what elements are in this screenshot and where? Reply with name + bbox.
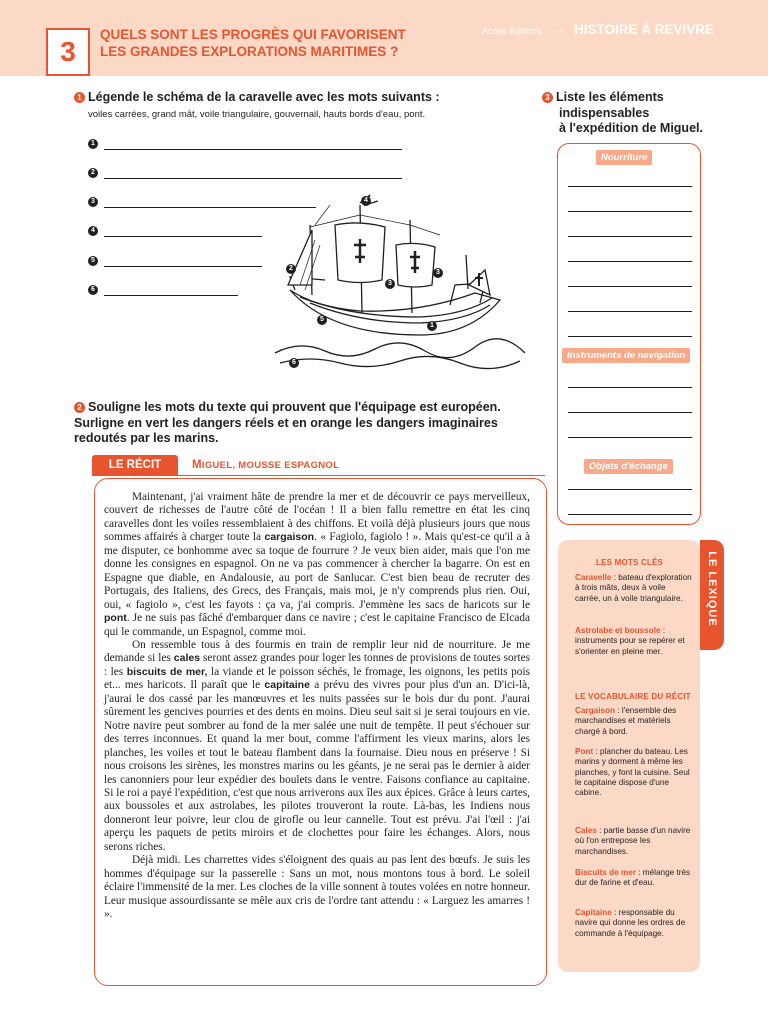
lexique-term: Pont — [575, 747, 594, 756]
lexique-entry — [575, 706, 693, 737]
lexique-term: Cargaison — [575, 706, 616, 715]
lexique-definition: : bateau d'exploration à trois mâts, deux à voile carrée, un à voile triangulaire. — [575, 573, 692, 603]
title-line-2: LES GRANDES EXPLORATIONS MARITIMES ? — [100, 44, 399, 59]
lexique-definition: : l'ensemble des marchandises et matériels chargé à bord. — [575, 706, 677, 736]
label-answer-line[interactable] — [104, 295, 238, 296]
lexique-definition: : partie basse d'un navire où l'on entrepose les marchandises. — [575, 826, 691, 856]
recit-tab: LE RÉCIT — [92, 455, 178, 475]
label-answer-line[interactable] — [104, 149, 402, 150]
category-food: Nourriture — [596, 150, 652, 165]
recit-title-rest: IGUEL, MOUSSE ESPAGNOL — [201, 460, 340, 471]
lexique-term: Capitaine — [575, 908, 612, 917]
lexique-entry — [575, 573, 693, 604]
label-answer-line[interactable] — [104, 236, 262, 237]
expedition-list-panel — [557, 143, 701, 525]
word-bank: voiles carrées, grand mât, voile triangulaire, gouvernail, hauts bords d'eau, pont. — [88, 109, 426, 120]
caravel-illustration — [270, 185, 530, 370]
recit-title-initial: M — [192, 459, 202, 471]
figure-number: 3 — [433, 268, 443, 278]
question-3-line-2: indispensables — [559, 105, 650, 120]
figure-number: 4 — [361, 196, 371, 206]
recit-paragraph: On ressemble tous à des fourmis en train de remplir leur nid de nourriture. Je me demande si les cales seront assez grandes pour loger les tonnes de provisions de toutes sortes : les biscuits de mer, la viande et le poisson séchés, le fromage, les oignons, les petits pois et... mes haricots. Il paraît que le capitaine a prévu des vivres pour plus d'un an. D'ici-là, j'aurai le dos cassé par les manœuvres et les nuits passées sur le bois dur du pont. J'aurai sûrement les gencives pourries et des dents en moins. Dieu seul sait si je serai toujours en vie. Notre navire peut sombrer au fond de la mer salée une nuit de tempête. Il peut s'échouer sur des terres inconnues. Et quand la mer bout, comme l'affirment les vieux marins, alors les planches, les voiles et tout le bateau flambent dans la fournaise. Dieu nous en préserve ! Si nous croisons les sirènes, les monstres marins ou les géants, je ne serai pas le dernier à aider les canonniers pour leur expédier des boulets dans le ventre. Faisons confiance au capitaine. Si le roi a payé l'expédition, c'est que nous arriverons aux îles aux épices. Grâce à leurs cartes, aux boussoles et aux astrolabes, les pilotes trouveront la route. Là-bas, les Indiens nous donneront leur poivre, leur clou de girofle ou leur cannelle. Tout est prévu. J'ai l'œil : j'ai aperçu les paquets de petits miroirs et de clochettes pour faire les échanges. Alors, nous serons riches. — [104, 638, 530, 853]
blank-number: 2 — [88, 168, 98, 178]
lexique-term: Caravelle — [575, 573, 612, 582]
label-answer-line[interactable] — [104, 266, 262, 267]
lexique-entry — [575, 908, 693, 939]
blank-number: 4 — [88, 226, 98, 236]
lexique-term: Astrolabe et boussole — [575, 626, 661, 635]
answer-line[interactable] — [568, 311, 692, 312]
lexique-entry — [575, 747, 693, 798]
series-title: HISTOIRE À REVIVRE — [574, 22, 715, 37]
question-3-line-1: Liste les éléments — [556, 90, 664, 104]
answer-line[interactable] — [568, 236, 692, 237]
figure-number: 1 — [427, 321, 437, 331]
question-number: 3 — [542, 92, 553, 103]
chapter-number: 3 — [46, 28, 90, 76]
lexique-definition: : mélange très dur de farine et d'eau. — [575, 868, 691, 888]
lexique-section-keywords: LES MOTS CLÉS — [596, 558, 664, 567]
lexique-entry — [575, 868, 693, 889]
answer-line[interactable] — [568, 437, 692, 438]
lexique-term: Cales — [575, 826, 597, 835]
recit-text — [104, 491, 530, 922]
figure-number: 3 — [385, 279, 395, 289]
question-3-line-3: à l'expédition de Miguel. — [559, 121, 703, 135]
lexique-definition: : instruments pour se repérer et s'orienter en pleine mer. — [575, 626, 685, 656]
answer-line[interactable] — [568, 261, 692, 262]
figure-number: 6 — [289, 358, 299, 368]
question-1-text: Légende le schéma de la caravelle avec les mots suivants : — [88, 90, 440, 104]
answer-line[interactable] — [568, 489, 692, 490]
answer-line[interactable] — [568, 286, 692, 287]
question-number: 2 — [74, 402, 85, 413]
blank-number: 5 — [88, 256, 98, 266]
question-3 — [542, 90, 722, 137]
lexique-definition: : responsable du navire qui donne les ordres de commande à l'équipage. — [575, 908, 686, 938]
question-2 — [74, 400, 514, 447]
category-navigation: Instruments de navigation — [562, 348, 690, 363]
question-1 — [74, 90, 440, 104]
blank-number: 6 — [88, 285, 98, 295]
lexique-entry — [575, 626, 693, 657]
answer-line[interactable] — [568, 211, 692, 212]
answer-line[interactable] — [568, 412, 692, 413]
lexique-definition: : plancher du bateau. Les marins y dorment à même les planches, y font la cuisine. Seul le capitaine dispose d'une cabine. — [575, 747, 690, 798]
dotted-arrow-icon: ···› — [548, 24, 564, 38]
question-2-text: Souligne les mots du texte qui prouvent que l'équipage est européen. Surligne en vert les dangers réels et en orange les dangers imaginaires redoutés par les marins. — [74, 400, 501, 445]
glossary-term: cales — [173, 652, 201, 665]
glossary-term: cargaison — [264, 531, 315, 544]
page-title — [100, 26, 430, 60]
category-trade: Objets d'échange — [584, 459, 673, 474]
recit-paragraph: Maintenant, j'ai vraiment hâte de prendre la mer et de découvrir ce pays merveilleux, couvert de richesses de l'autre côté de l'océan ! Il a bien fallu remettre en état les cinq caravelles dont les voiles ressemblaient à des chiffons. Et voilà déjà plusieurs jours que nous sommes affairés à charger toute la cargaison. « Fagiolo, fagiolo ! ». Mais qu'est-ce qu'il a à me disputer, ce bonhomme avec sa toque de fourrure ? Je veux bien aider, mais que l'on me donne les consignes en espagnol. On ne va pas commencer à chercher la bagarre. On est en Espagne que diable, en Andalousie, au port de Sanlucar. C'est bien beau de recruter des Portugais, des Italiens, des Grecs, des Français, mais moi, je n'y comprends plus rien. Oui, oui, « fagiolo », c'est les fayots : ça va, j'ai compris. J'emmène les sacs de haricots sur le pont. Je ne suis pas fâché d'embarquer dans ce navire ; c'est le capitaine Francisco de Elcada qui le commande, un Espagnol, comme moi. — [104, 491, 530, 638]
glossary-term: capitaine — [264, 679, 310, 692]
lexique-term: Biscuits de mer — [575, 868, 636, 877]
blank-number: 3 — [88, 197, 98, 207]
lexique-entry — [575, 826, 693, 857]
answer-line[interactable] — [568, 336, 692, 337]
glossary-term: pont — [104, 612, 127, 625]
answer-line[interactable] — [568, 387, 692, 388]
lexique-tab-label: LE LEXIQUE — [706, 551, 718, 627]
recit-title — [192, 459, 339, 471]
publisher-brand: Accès Éditions — [482, 26, 542, 36]
question-number: 1 — [74, 92, 85, 103]
glossary-term: biscuits de mer, — [126, 665, 208, 678]
answer-line[interactable] — [568, 186, 692, 187]
answer-line[interactable] — [568, 514, 692, 515]
figure-number: 5 — [317, 315, 327, 325]
title-line-1: QUELS SONT LES PROGRÈS QUI FAVORISENT — [100, 27, 406, 42]
label-answer-line[interactable] — [104, 178, 402, 179]
blank-number: 1 — [88, 139, 98, 149]
recit-divider — [92, 475, 545, 476]
recit-paragraph: Déjà midi. Les charrettes vides s'éloignent des quais au pas lent des bœufs. Je suis les hommes d'équipage sur la passerelle : Sans un mot, nous montons tous à bord. Le soleil éclaire l'immensité de la mer. Les cloches de la ville sonnent à toutes volées en notre honneur. Leur musique assourdissante se mêle aux cris de l'ordre tant attendu : « Larguez les amarres ! ». — [104, 854, 530, 921]
figure-number: 2 — [286, 264, 296, 274]
lexique-section-vocabulary: LE VOCABULAIRE DU RÉCIT — [575, 692, 691, 701]
